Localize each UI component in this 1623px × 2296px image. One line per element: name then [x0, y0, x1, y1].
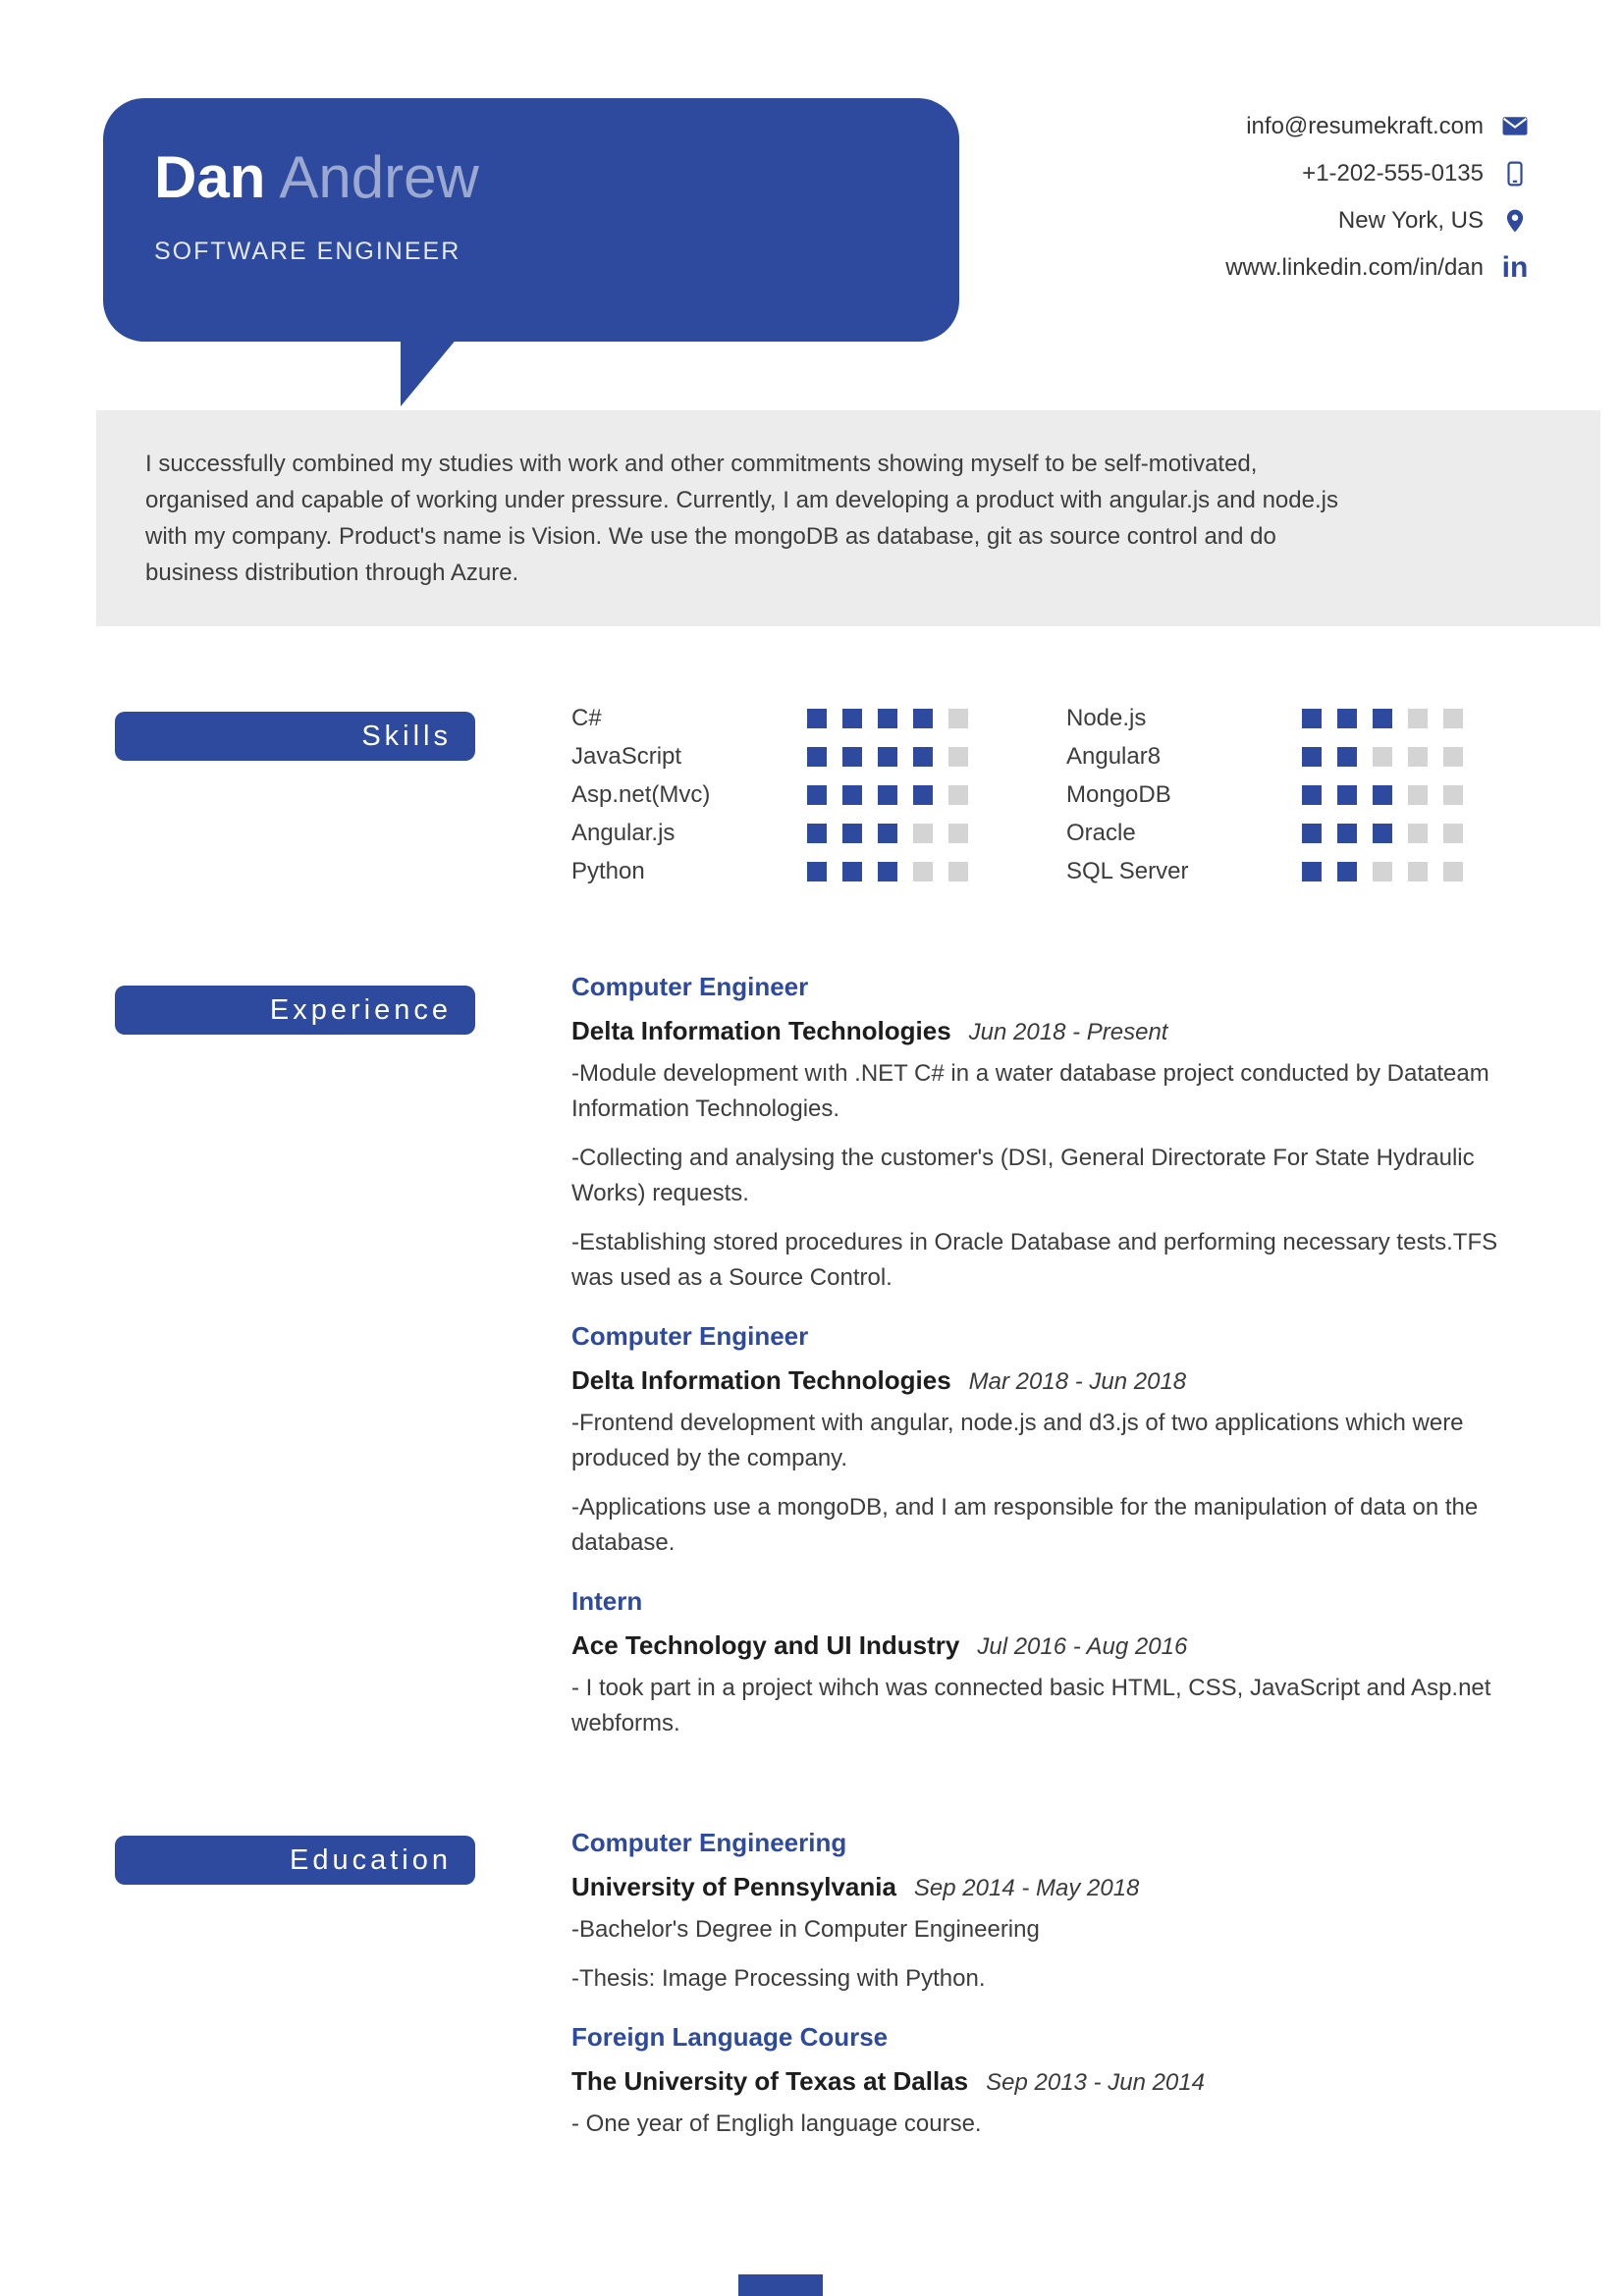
- skill-name: JavaScript: [571, 742, 682, 770]
- experience-item: [571, 1586, 1529, 1741]
- skill-level-indicator: [1302, 824, 1463, 843]
- school-name: University of Pennsylvania: [571, 1872, 896, 1901]
- experience-item: [571, 972, 1529, 1296]
- contact-row-phone: [1302, 155, 1531, 191]
- job-bullet: -Module development wıth .NET C# in a water database project conducted by Datateam Information Technologies.: [571, 1060, 1489, 1122]
- skill-name: Python: [571, 857, 645, 884]
- linkedin-icon: in: [1501, 250, 1529, 284]
- job-dates: Jun 2018 - Present: [968, 1019, 1168, 1045]
- school-name: The University of Texas at Dallas: [571, 2066, 969, 2096]
- skill-row: [571, 814, 968, 852]
- skill-level-indicator: [807, 747, 968, 767]
- skill-name: Asp.net(Mvc): [571, 780, 711, 808]
- skill-row: [1066, 852, 1463, 890]
- education-bullet: -Bachelor's Degree in Computer Engineering: [571, 1916, 1040, 1943]
- first-name: Dan: [154, 144, 266, 210]
- skill-row: [571, 699, 968, 737]
- skill-row: [571, 852, 968, 890]
- job-role: Intern: [571, 1586, 643, 1616]
- skill-level-indicator: [1302, 785, 1463, 805]
- skill-row: [1066, 699, 1463, 737]
- education-bullet: -Thesis: Image Processing with Python.: [571, 1965, 986, 1992]
- skill-level-indicator: [1302, 747, 1463, 767]
- skill-name: Node.js: [1066, 704, 1147, 731]
- skills-section-label: Skills: [115, 712, 475, 761]
- education-dates: Sep 2013 - Jun 2014: [986, 2069, 1205, 2096]
- job-title: SOFTWARE ENGINEER: [154, 238, 461, 265]
- job-role: Computer Engineer: [571, 972, 809, 1001]
- skill-row: [1066, 737, 1463, 775]
- education-item: [571, 1828, 1529, 1997]
- degree-title: Foreign Language Course: [571, 2022, 889, 2052]
- job-role: Computer Engineer: [571, 1321, 809, 1351]
- profile-summary: I successfully combined my studies with work and other commitments showing myself to be self-motivated, organised and capable of working under pressure. Currently, I am developing a product with angular.js and node.js with my company. Product's name is Vision. We use the mongoDB as database, git as source control and do business distribution through Azure.: [96, 410, 1600, 626]
- job-bullet: -Collecting and analysing the customer's (DSI, General Directorate For State Hydraulic Works) requests.: [571, 1145, 1475, 1206]
- skill-row: [1066, 775, 1463, 814]
- degree-title: Computer Engineering: [571, 1828, 847, 1857]
- phone-icon: [1499, 158, 1531, 189]
- job-dates: Mar 2018 - Jun 2018: [968, 1368, 1187, 1395]
- contact-info: [1225, 108, 1531, 286]
- contact-row-email[interactable]: [1246, 108, 1531, 144]
- experience-section: [0, 972, 1623, 1767]
- company-name: Delta Information Technologies: [571, 1365, 951, 1395]
- linkedin-url[interactable]: www.linkedin.com/in/dan: [1225, 253, 1484, 281]
- skill-name: Oracle: [1066, 819, 1136, 846]
- skill-level-indicator: [1302, 709, 1463, 728]
- skills-section: [0, 699, 1623, 890]
- skill-name: MongoDB: [1066, 780, 1171, 808]
- location-icon: [1499, 205, 1531, 237]
- education-section-label: Education: [115, 1836, 475, 1885]
- skill-row: [571, 775, 968, 814]
- contact-row-linkedin[interactable]: [1225, 249, 1531, 286]
- email-icon: [1499, 111, 1531, 142]
- contact-row-location: [1338, 202, 1531, 239]
- name-card: [103, 98, 959, 342]
- skill-name: SQL Server: [1066, 857, 1189, 884]
- skill-name: C#: [571, 704, 602, 731]
- skill-row: [571, 737, 968, 775]
- location-text: New York, US: [1337, 206, 1484, 234]
- phone-number: +1-202-555-0135: [1302, 159, 1484, 187]
- experience-section-label: Experience: [115, 986, 475, 1035]
- education-dates: Sep 2014 - May 2018: [913, 1875, 1140, 1901]
- skill-level-indicator: [1302, 862, 1463, 881]
- skills-grid: [571, 699, 1529, 890]
- skill-row: [1066, 814, 1463, 852]
- last-name: Andrew: [279, 144, 479, 210]
- job-dates: Jul 2016 - Aug 2016: [977, 1633, 1188, 1660]
- company-name: Delta Information Technologies: [571, 1016, 951, 1045]
- skill-level-indicator: [807, 709, 968, 728]
- job-bullet: -Applications use a mongoDB, and I am responsible for the manipulation of data on the database.: [571, 1494, 1479, 1556]
- job-bullet: - I took part in a project wihch was connected basic HTML, CSS, JavaScript and Asp.net webforms.: [571, 1675, 1491, 1736]
- experience-item: [571, 1321, 1529, 1561]
- page-footer-bar: [738, 2274, 823, 2296]
- email-address[interactable]: info@resumekraft.com: [1246, 112, 1484, 139]
- skill-name: Angular.js: [571, 819, 676, 846]
- job-bullet: -Frontend development with angular, node.js and d3.js of two applications which were produced by the company.: [571, 1410, 1464, 1471]
- job-bullet: -Establishing stored procedures in Oracle Database and performing necessary tests.TFS was used as a Source Control.: [571, 1229, 1498, 1291]
- education-section: [0, 1828, 1623, 2167]
- skill-level-indicator: [807, 824, 968, 843]
- education-bullet: - One year of Engligh language course.: [571, 2110, 982, 2137]
- skill-name: Angular8: [1066, 742, 1162, 770]
- skill-level-indicator: [807, 862, 968, 881]
- full-name: [154, 145, 920, 210]
- company-name: Ace Technology and UI Industry: [571, 1630, 960, 1660]
- speech-bubble-tail-icon: [401, 338, 458, 406]
- skill-level-indicator: [807, 785, 968, 805]
- education-item: [571, 2022, 1529, 2142]
